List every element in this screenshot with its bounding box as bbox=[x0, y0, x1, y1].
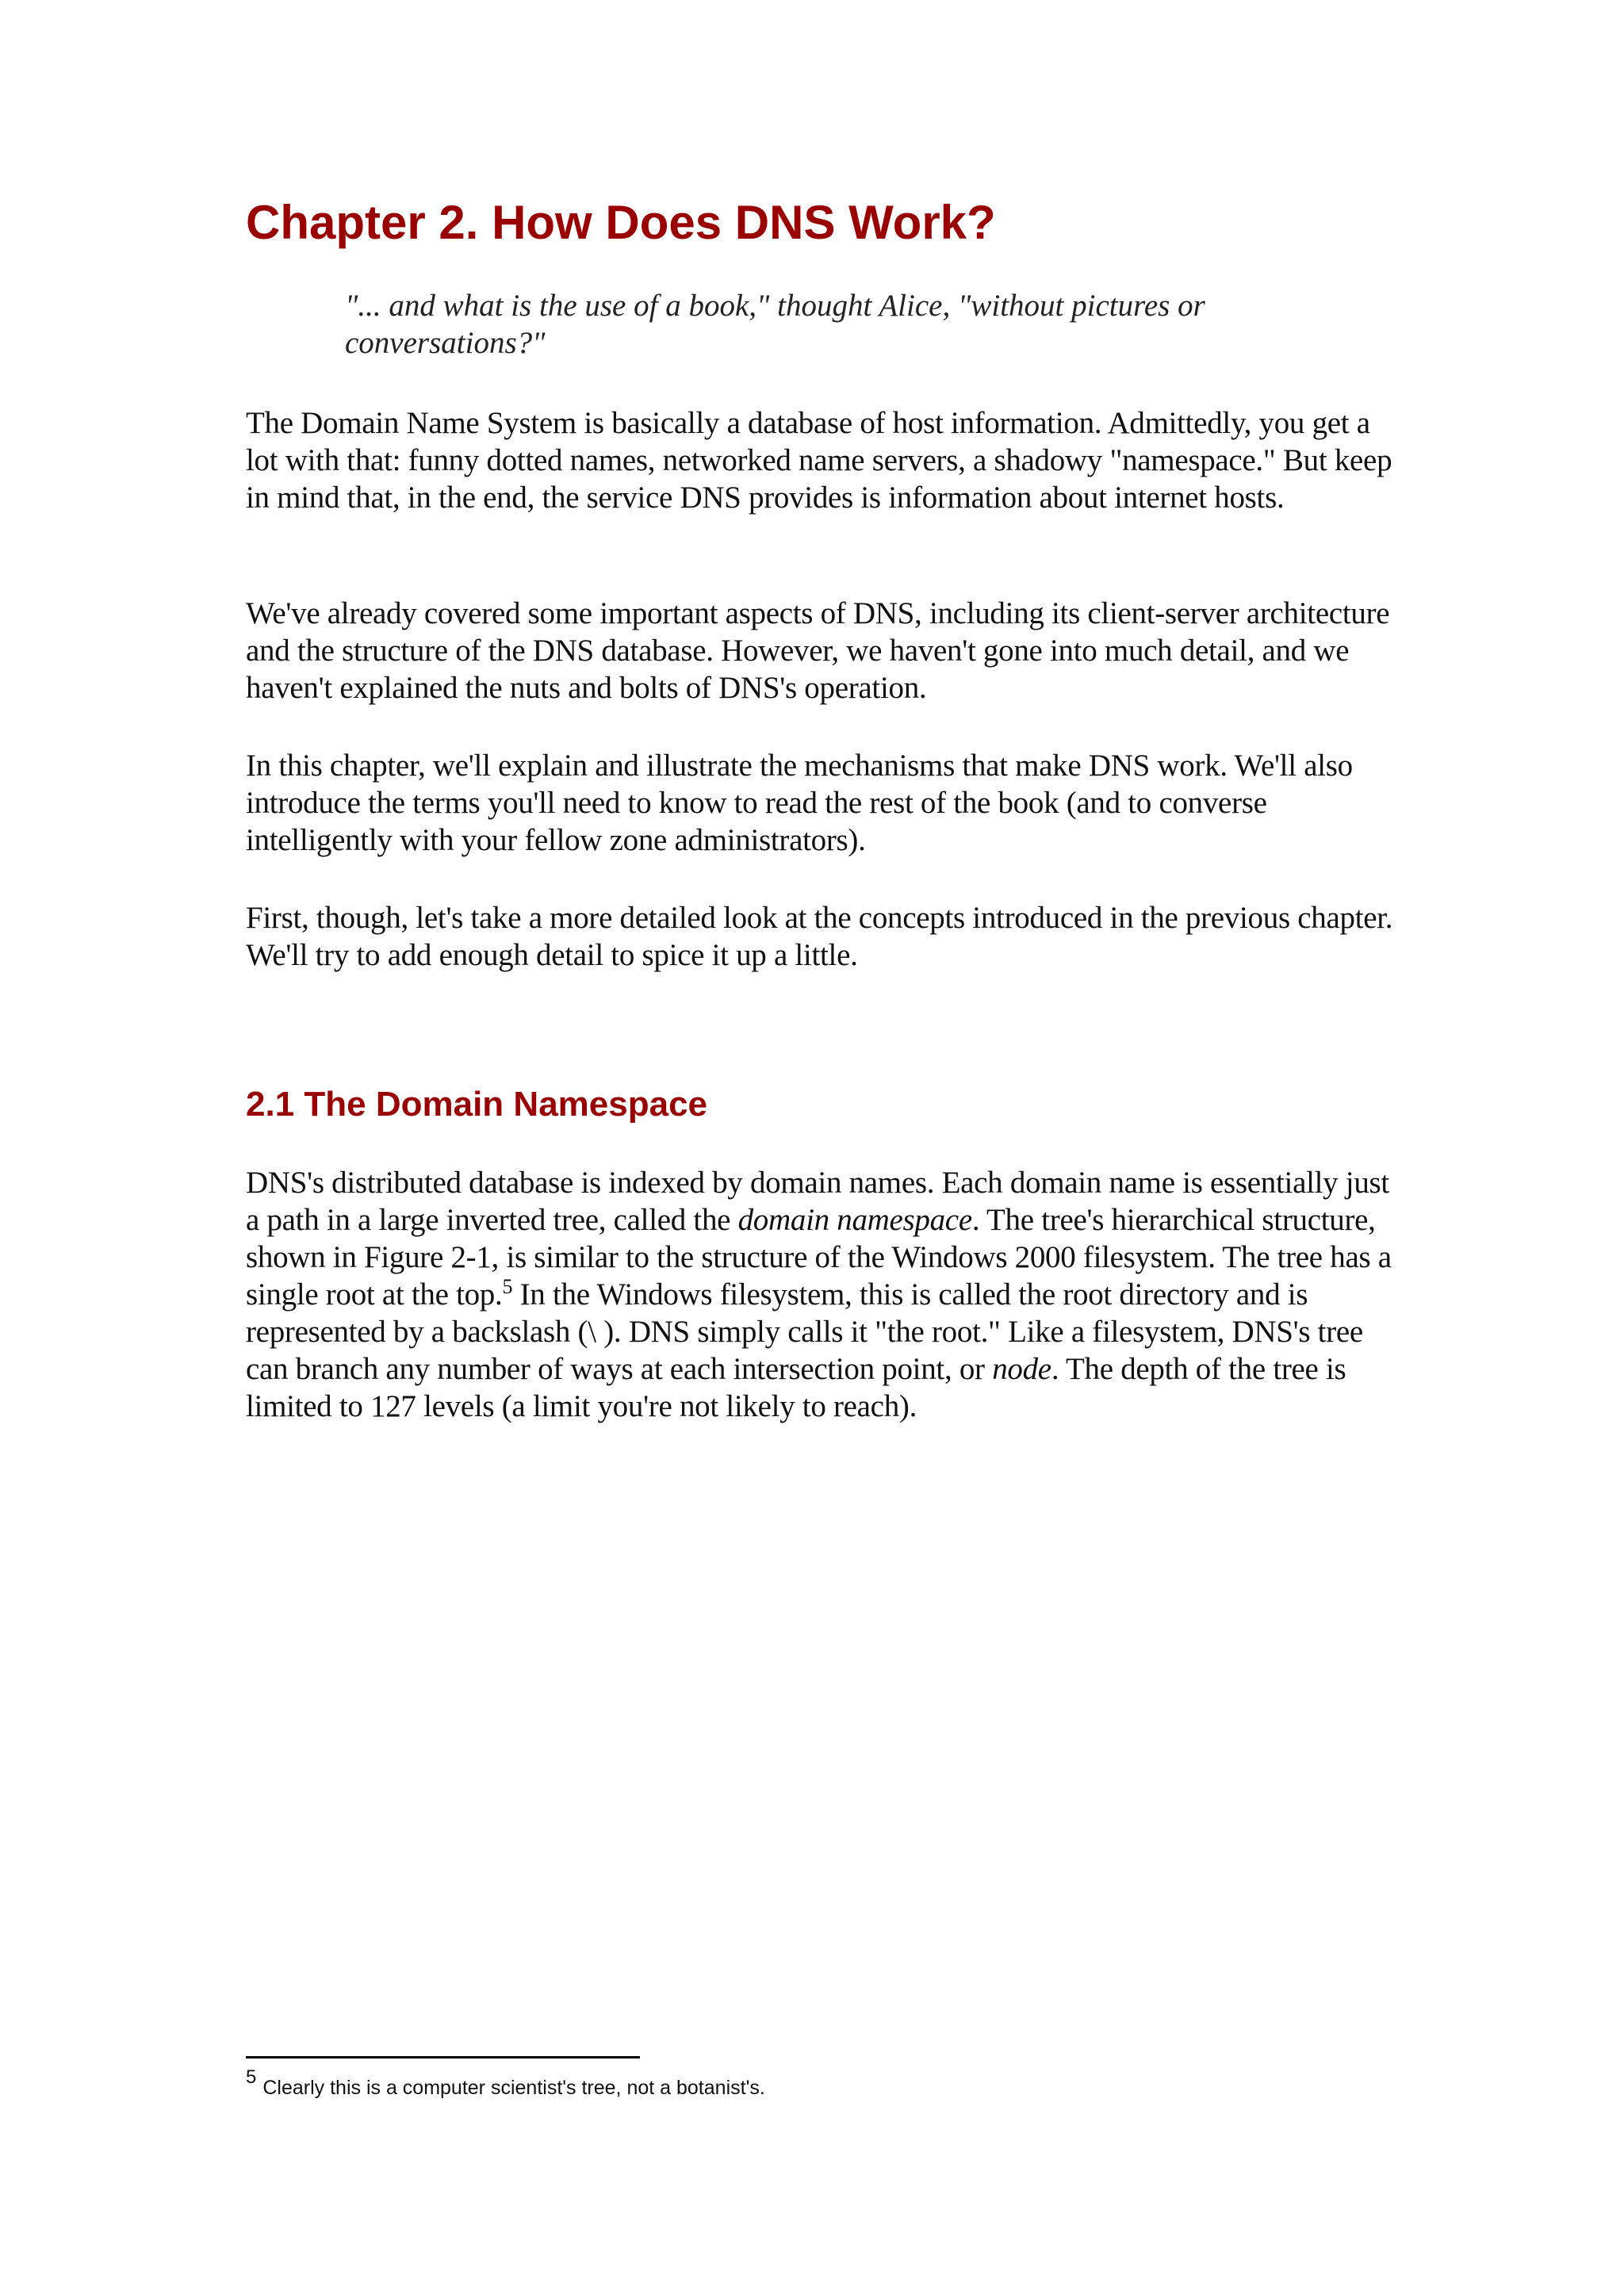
footnote-divider bbox=[246, 2056, 640, 2058]
body-paragraph bbox=[246, 1164, 1396, 1425]
footnote bbox=[246, 2065, 765, 2101]
paragraph-text: . The depth of the tree is limited to 127 levels (a limit you're not likely to reach). bbox=[246, 1352, 1346, 1423]
body-paragraph: We've already covered some important aspects of DNS, including its client-server architecture and the structure of the DNS database. However, we haven't gone into much detail, and we haven't explained the nuts and bolts of DNS's operation. bbox=[246, 596, 1390, 705]
footnote-number: 5 bbox=[246, 2066, 257, 2088]
paragraph-text: In the Windows filesystem, this is called the root directory and is represented by a backslash (\ ). DNS simply calls it "the root." Like a filesystem, DNS's tree can branch any number of ways at each intersection point, or bbox=[246, 1277, 1363, 1386]
body-paragraph: The Domain Name System is basically a database of host information. Admittedly, you get a lot with that: funny dotted names, networked name servers, a shadowy "namespace." But keep in mind that, in the end, the service DNS provides is information about internet hosts. bbox=[246, 406, 1392, 515]
body-paragraph: In this chapter, we'll explain and illustrate the mechanisms that make DNS work. We'll also introduce the terms you'll need to know to read the rest of the book (and to converse intelligently with your fellow zone administrators). bbox=[246, 749, 1353, 857]
footnote-text: Clearly this is a computer scientist's tree, not a botanist's. bbox=[262, 2077, 765, 2099]
italic-term: node bbox=[992, 1352, 1051, 1386]
section-heading: 2.1 The Domain Namespace bbox=[246, 1085, 708, 1124]
footnote-reference[interactable]: 5 bbox=[502, 1275, 513, 1298]
paragraph-text: DNS's distributed database is indexed by domain names. Each domain name is essentially just a path in a large inverted tree, called the bbox=[246, 1166, 1389, 1237]
body-paragraph: First, though, let's take a more detailed look at the concepts introduced in the previous chapter. We'll try to add enough detail to spice it up a little. bbox=[246, 901, 1393, 972]
chapter-title: Chapter 2. How Does DNS Work? bbox=[246, 196, 996, 249]
italic-term: domain namespace bbox=[737, 1203, 972, 1237]
paragraph-text: . The tree's hierarchical structure, shown in Figure 2-1, is similar to the structure of the Windows 2000 filesystem. The tree has a single root at the top. bbox=[246, 1203, 1392, 1312]
epigraph-quote: "... and what is the use of a book," thought Alice, "without pictures or conversations?" bbox=[345, 289, 1205, 360]
